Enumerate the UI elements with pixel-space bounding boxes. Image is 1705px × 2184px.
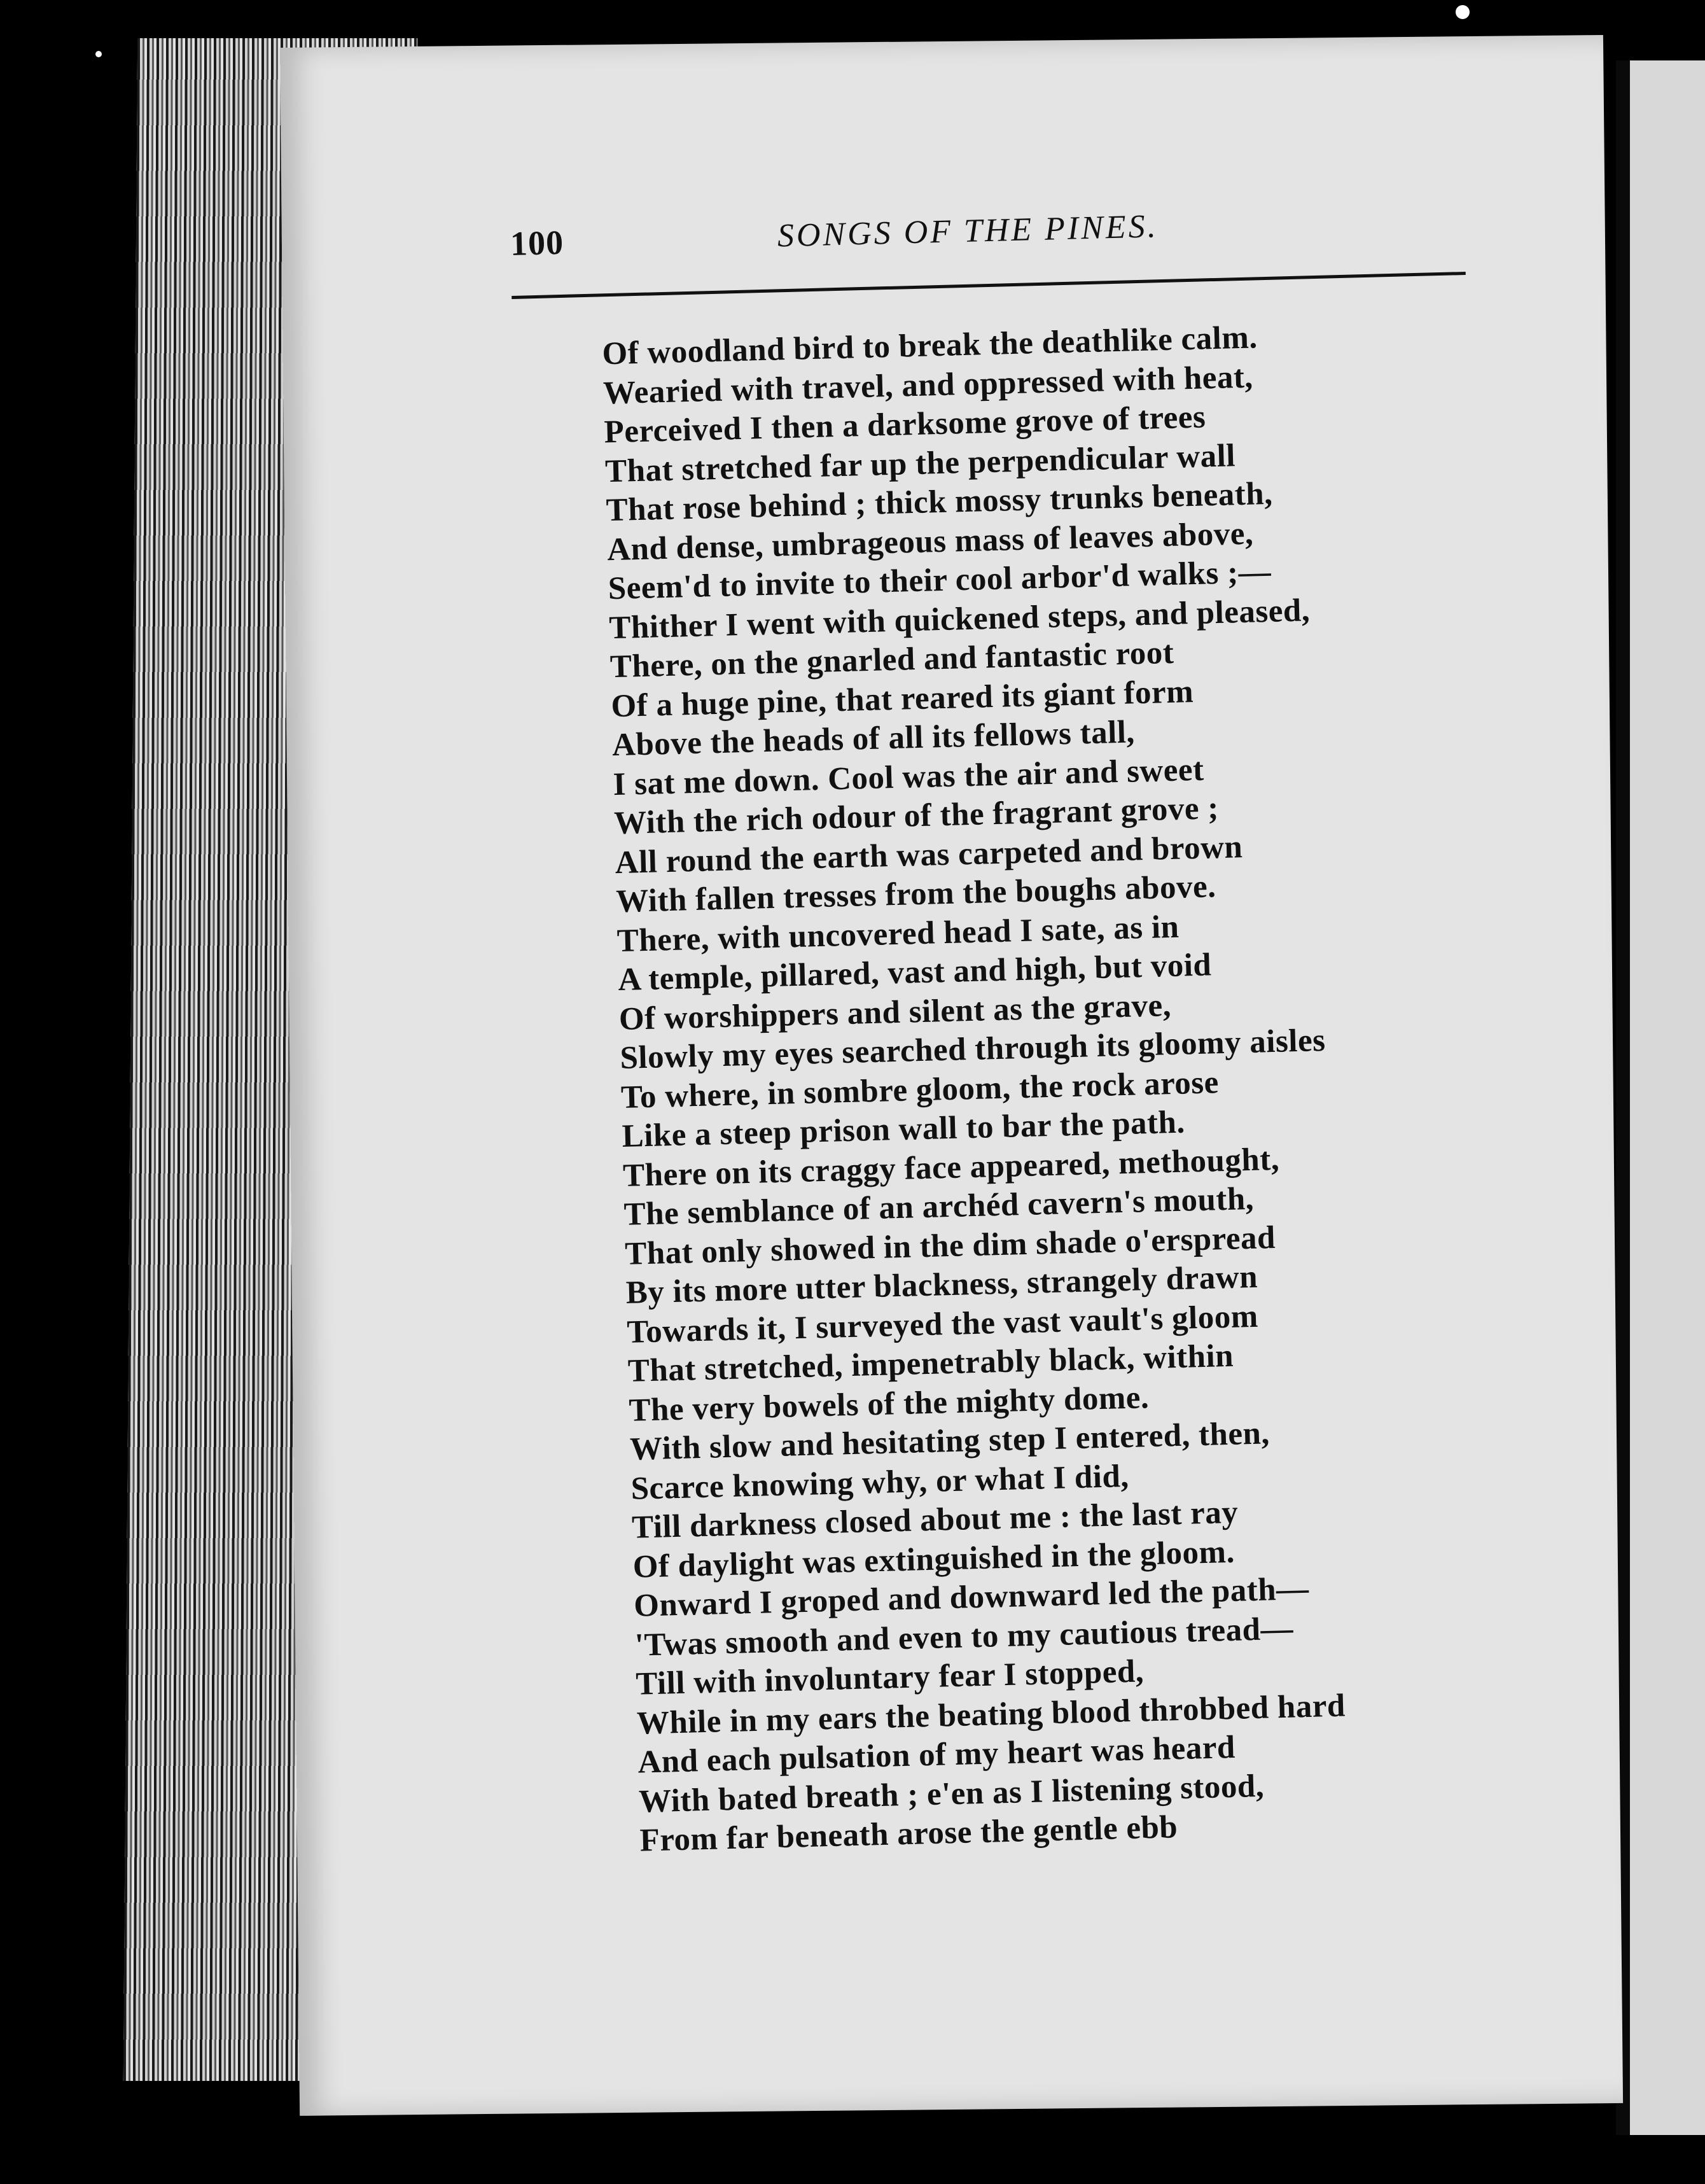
page-number: 100 <box>510 223 564 263</box>
poem-line: Of a huge pine, that reared its giant form <box>610 673 1194 724</box>
poem-line: While in my ears the beating blood throbbed hard <box>636 1688 1346 1742</box>
poem-line: Perceived I then a darksome grove of trees <box>603 399 1206 451</box>
poem-line: Slowly my eyes searched through its gloomy aisles <box>619 1022 1326 1077</box>
poem-line: I sat me down. Cool was the air and sweet <box>612 752 1205 802</box>
poem-line: A temple, pillared, vast and high, but void <box>617 947 1212 998</box>
poem-line: Like a steep prison wall to bar the path. <box>621 1104 1186 1154</box>
poem-line: There, on the gnarled and fantastic root <box>609 634 1174 685</box>
poem-line: Of daylight was extinguished in the gloom. <box>632 1534 1235 1585</box>
scan-speck <box>1456 5 1470 19</box>
poem-line: Of worshippers and silent as the grave, <box>618 987 1172 1037</box>
poem-line: Onward I groped and downward led the path— <box>633 1571 1310 1624</box>
poem-line: That stretched far up the perpendicular wall <box>604 437 1236 489</box>
poem-line: There on its craggy face appeared, methought, <box>622 1141 1280 1194</box>
poem-text <box>602 312 1531 1861</box>
poem-line: That stretched, impenetrably black, within <box>627 1338 1234 1389</box>
poem-line: The semblance of an archéd cavern's mouth, <box>623 1180 1255 1233</box>
poem-line: 'Twas smooth and even to my cautious tread— <box>634 1611 1294 1663</box>
poem-line: Seem'd to invite to their cool arbor'd walks ;— <box>608 554 1272 607</box>
poem-line: And dense, umbrageous mass of leaves above, <box>606 515 1254 568</box>
poem-line: All round the earth was carpeted and brown <box>615 829 1243 881</box>
poem-line: That only showed in the dim shade o'erspread <box>624 1219 1276 1272</box>
poem-line: From far beneath arose the gentle ebb <box>639 1809 1178 1859</box>
poem-line: With slow and hesitating step I entered, then, <box>629 1415 1270 1467</box>
poem-line: By its more utter blackness, strangely drawn <box>625 1259 1258 1311</box>
running-title: SONGS OF THE PINES. <box>777 208 1159 255</box>
poem-line: Of woodland bird to break the deathlike calm. <box>601 319 1258 372</box>
scan-speck <box>95 51 102 57</box>
poem-line: Towards it, I surveyed the vast vault's gloom <box>626 1298 1259 1350</box>
poem-line: Wearied with travel, and oppressed with heat, <box>602 359 1254 411</box>
poem-line: There, with uncovered head I sate, as in <box>616 909 1180 959</box>
poem-line: Scarce knowing why, or what I did, <box>630 1458 1130 1507</box>
poem-line: To where, in sombre gloom, the rock arose <box>620 1064 1220 1116</box>
facing-page-edge <box>1616 60 1705 2135</box>
poem-line: With the rich odour of the fragrant grove ; <box>613 790 1220 842</box>
poem-line: With bated breath ; e'en as I listening stood, <box>638 1768 1265 1820</box>
poem-line: Thither I went with quickened steps, and pleased, <box>608 592 1311 646</box>
poem-line: Till darkness closed about me : the last ray <box>631 1494 1239 1546</box>
poem-line: That rose behind ; thick mossy trunks beneath, <box>606 475 1274 529</box>
poem-line: Till with involuntary fear I stopped, <box>635 1653 1145 1702</box>
poem-line: The very bowels of the mighty dome. <box>628 1379 1150 1429</box>
poem-line: With fallen tresses from the boughs above. <box>615 869 1217 920</box>
poem-line: Above the heads of all its fellows tall, <box>611 714 1136 764</box>
poem-line: And each pulsation of my heart was heard <box>637 1729 1236 1781</box>
